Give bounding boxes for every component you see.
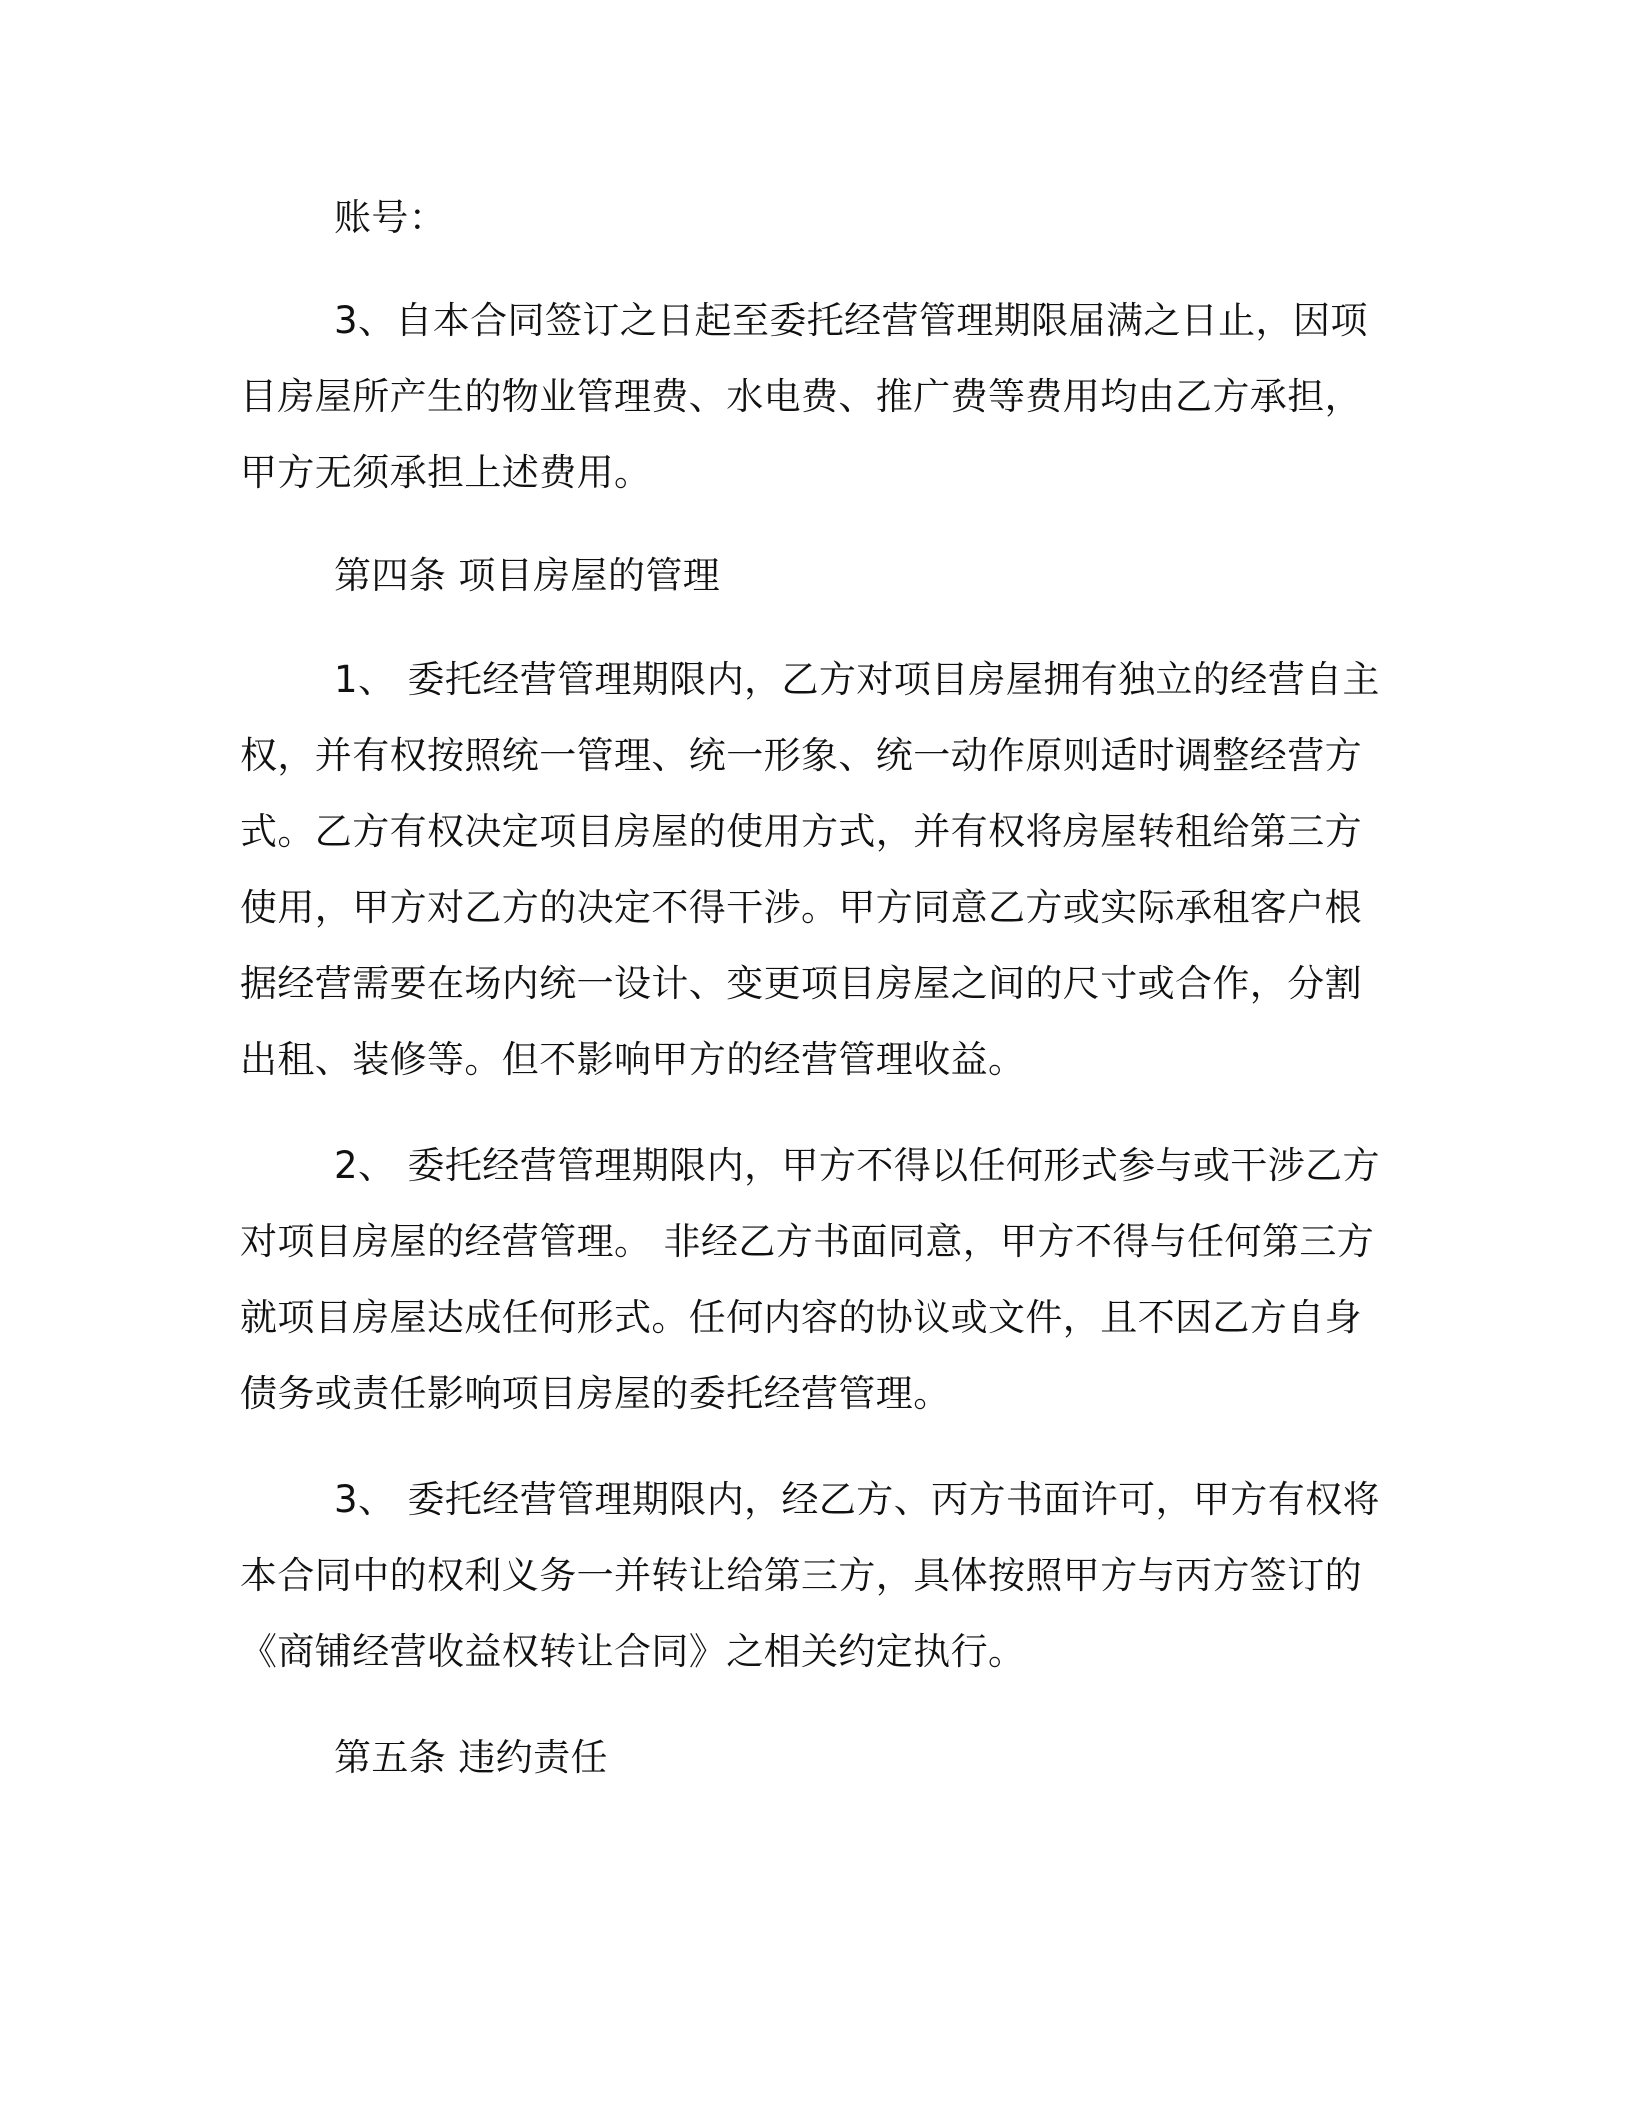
article-4-item-2-line-4: 债务或责任影响项目房屋的委托经营管理。 [240,1372,951,1415]
article-4-item-2-line-3: 就项目房屋达成任何形式。任何内容的协议或文件，且不因乙方自身 [240,1296,1362,1339]
article-5-heading: 第五条 违约责任 [334,1736,608,1779]
article-4-item-1-line-6: 出租、装修等。但不影响甲方的经营管理收益。 [240,1038,1026,1081]
fee-paragraph-line-2: 目房屋所产生的物业管理费、水电费、推广费等费用均由乙方承担， [240,375,1362,418]
article-4-item-1-line-4: 使用，甲方对乙方的决定不得干涉。甲方同意乙方或实际承租客户根 [240,886,1362,929]
account-label: 账号： [334,196,447,239]
article-4-item-3-line-1: 3、 委托经营管理期限内，经乙方、丙方书面许可，甲方有权将 [334,1478,1380,1521]
fee-paragraph-line-1: 3、自本合同签订之日起至委托经营管理期限届满之日止，因项 [334,299,1368,342]
article-4-item-2-line-1: 2、 委托经营管理期限内，甲方不得以任何形式参与或干涉乙方 [334,1144,1380,1187]
fee-paragraph-line-3: 甲方无须承担上述费用。 [240,451,652,494]
article-4-item-2-line-2: 对项目房屋的经营管理。 非经乙方书面同意，甲方不得与任何第三方 [240,1220,1375,1263]
article-4-heading: 第四条 项目房屋的管理 [334,554,721,597]
article-4-item-3-line-2: 本合同中的权利义务一并转让给第三方，具体按照甲方与丙方签订的 [240,1554,1362,1597]
article-4-item-1-line-2: 权，并有权按照统一管理、统一形象、统一动作原则适时调整经营方 [240,734,1362,777]
article-4-item-3-line-3: 《商铺经营收益权转让合同》之相关约定执行。 [240,1630,1026,1673]
article-4-item-1-line-3: 式。乙方有权决定项目房屋的使用方式，并有权将房屋转租给第三方 [240,810,1362,853]
article-4-item-1-line-5: 据经营需要在场内统一设计、变更项目房屋之间的尺寸或合作，分割 [240,962,1362,1005]
article-4-item-1-line-1: 1、 委托经营管理期限内，乙方对项目房屋拥有独立的经营自主 [334,658,1380,701]
